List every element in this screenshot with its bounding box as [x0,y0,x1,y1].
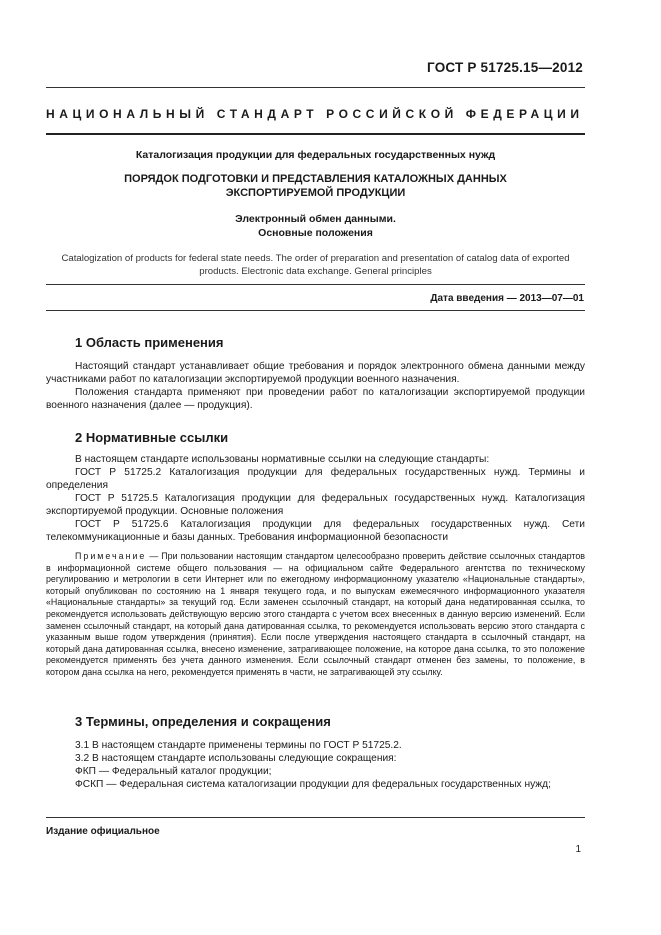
reference-gost-51725-2: ГОСТ Р 51725.2 Каталогизация продукции для федеральных государственных нужд. Термины и определения [46,467,585,491]
gost-number: ГОСТ Р 51725.15—2012 [427,60,583,75]
footer-rule [46,817,585,818]
series-title: Каталогизация продукции для федеральных государственных нужд [135,149,496,161]
document-subtitle-line1: Электронный обмен данными. [235,213,396,225]
reference-gost-51725-6: ГОСТ Р 51725.6 Каталогизация продукции для федеральных государственных нужд. Сети телекоммуникационные и базы данных. Требования информационной безопасности [46,519,585,543]
reference-gost-51725-5: ГОСТ Р 51725.5 Каталогизация продукции для федеральных государственных нужд. Каталогизация экспортируемой продукции. Основные положения [46,493,585,517]
section1-heading: 1 Область применения [75,335,224,350]
section2-heading: 2 Нормативные ссылки [75,430,229,445]
edition-label: Издание официальное [46,826,160,837]
abbreviation-fkp: ФКП — Федеральный каталог продукции; [75,766,272,777]
national-standard-banner: НАЦИОНАЛЬНЫЙ СТАНДАРТ РОССИЙСКОЙ ФЕДЕРАЦИИ [46,107,584,121]
section3-paragraph1: 3.1 В настоящем стандарте применены термины по ГОСТ Р 51725.2. [75,740,402,751]
header-rule [46,87,585,88]
section2-intro: В настоящем стандарте использованы нормативные ссылки на следующие стандарты: [75,454,490,465]
section1-paragraph2: Положения стандарта применяют при проведении работ по каталогизации экспортируемой продукции военного назначения (далее — продукция). [46,387,585,411]
abbreviation-fskp: ФСКП — Федеральная система каталогизации продукции для федеральных государственных нужд; [75,779,551,790]
introduction-date: Дата введения — 2013—07—01 [430,293,584,304]
section3-paragraph2: 3.2 В настоящем стандарте использованы следующие сокращения: [75,753,397,764]
page-number: 1 [575,844,581,855]
document-subtitle-line2: Основные положения [258,227,373,239]
date-rule [46,310,585,311]
section3-heading: 3 Термины, определения и сокращения [75,714,331,729]
english-title-line1: Catalogization of products for federal state needs. The order of preparation and presentation of catalog data of exported [61,253,570,264]
note-label: Примечание [75,551,147,561]
title-rule [46,284,585,285]
banner-rule [46,133,585,135]
note-text: — При пользовании настоящим стандартом целесообразно проверить действие ссылочных стандартов в информационной системе общего пользования — на официальном сайте Федерального агентства по техническому регулированию и метрологии в сети Интернет или по ежегодному информационному указателю «Национальные стандарты», который опубликован по состоянию на 1 января текущего года, и по выпускам ежемесячного информационного указателя «Национальные стандарты» за текущий год. Если заменен ссылочный стандарт, на который дана недатированная ссылка, то рекомендуется использовать действующую версию этого стандарта с учетом всех внесенных в данную версию изменений. Если заменен ссылочный стандарт, на который дана датированная ссылка, то рекомендуется использовать версию этого стандарта с указанным выше годом утверждения (принятия). Если после утверждения настоящего стандарта в ссылочный стандарт, на который дана датированная ссылка, внесено изменение, затрагивающее положение, на которое дана ссылка, то это положение рекомендуется применять без учета данного изменения. Если ссылочный стандарт отменен без замены, то положение, в котором дана ссылка на него, рекомендуется применять в части, не затрагивающей эту ссылку. [46,551,585,677]
english-title-line2: products. Electronic data exchange. General principles [199,266,432,277]
document-title-line2: ЭКСПОРТИРУЕМОЙ ПРОДУКЦИИ [225,187,406,199]
section2-note [46,551,585,679]
section1-paragraph1: Настоящий стандарт устанавливает общие требования и порядок электронного обмена данными между участниками работ по каталогизации экспортируемой продукции военного назначения. [46,361,585,385]
document-title-line1: ПОРЯДОК ПОДГОТОВКИ И ПРЕДСТАВЛЕНИЯ КАТАЛОЖНЫХ ДАННЫХ [124,173,507,185]
